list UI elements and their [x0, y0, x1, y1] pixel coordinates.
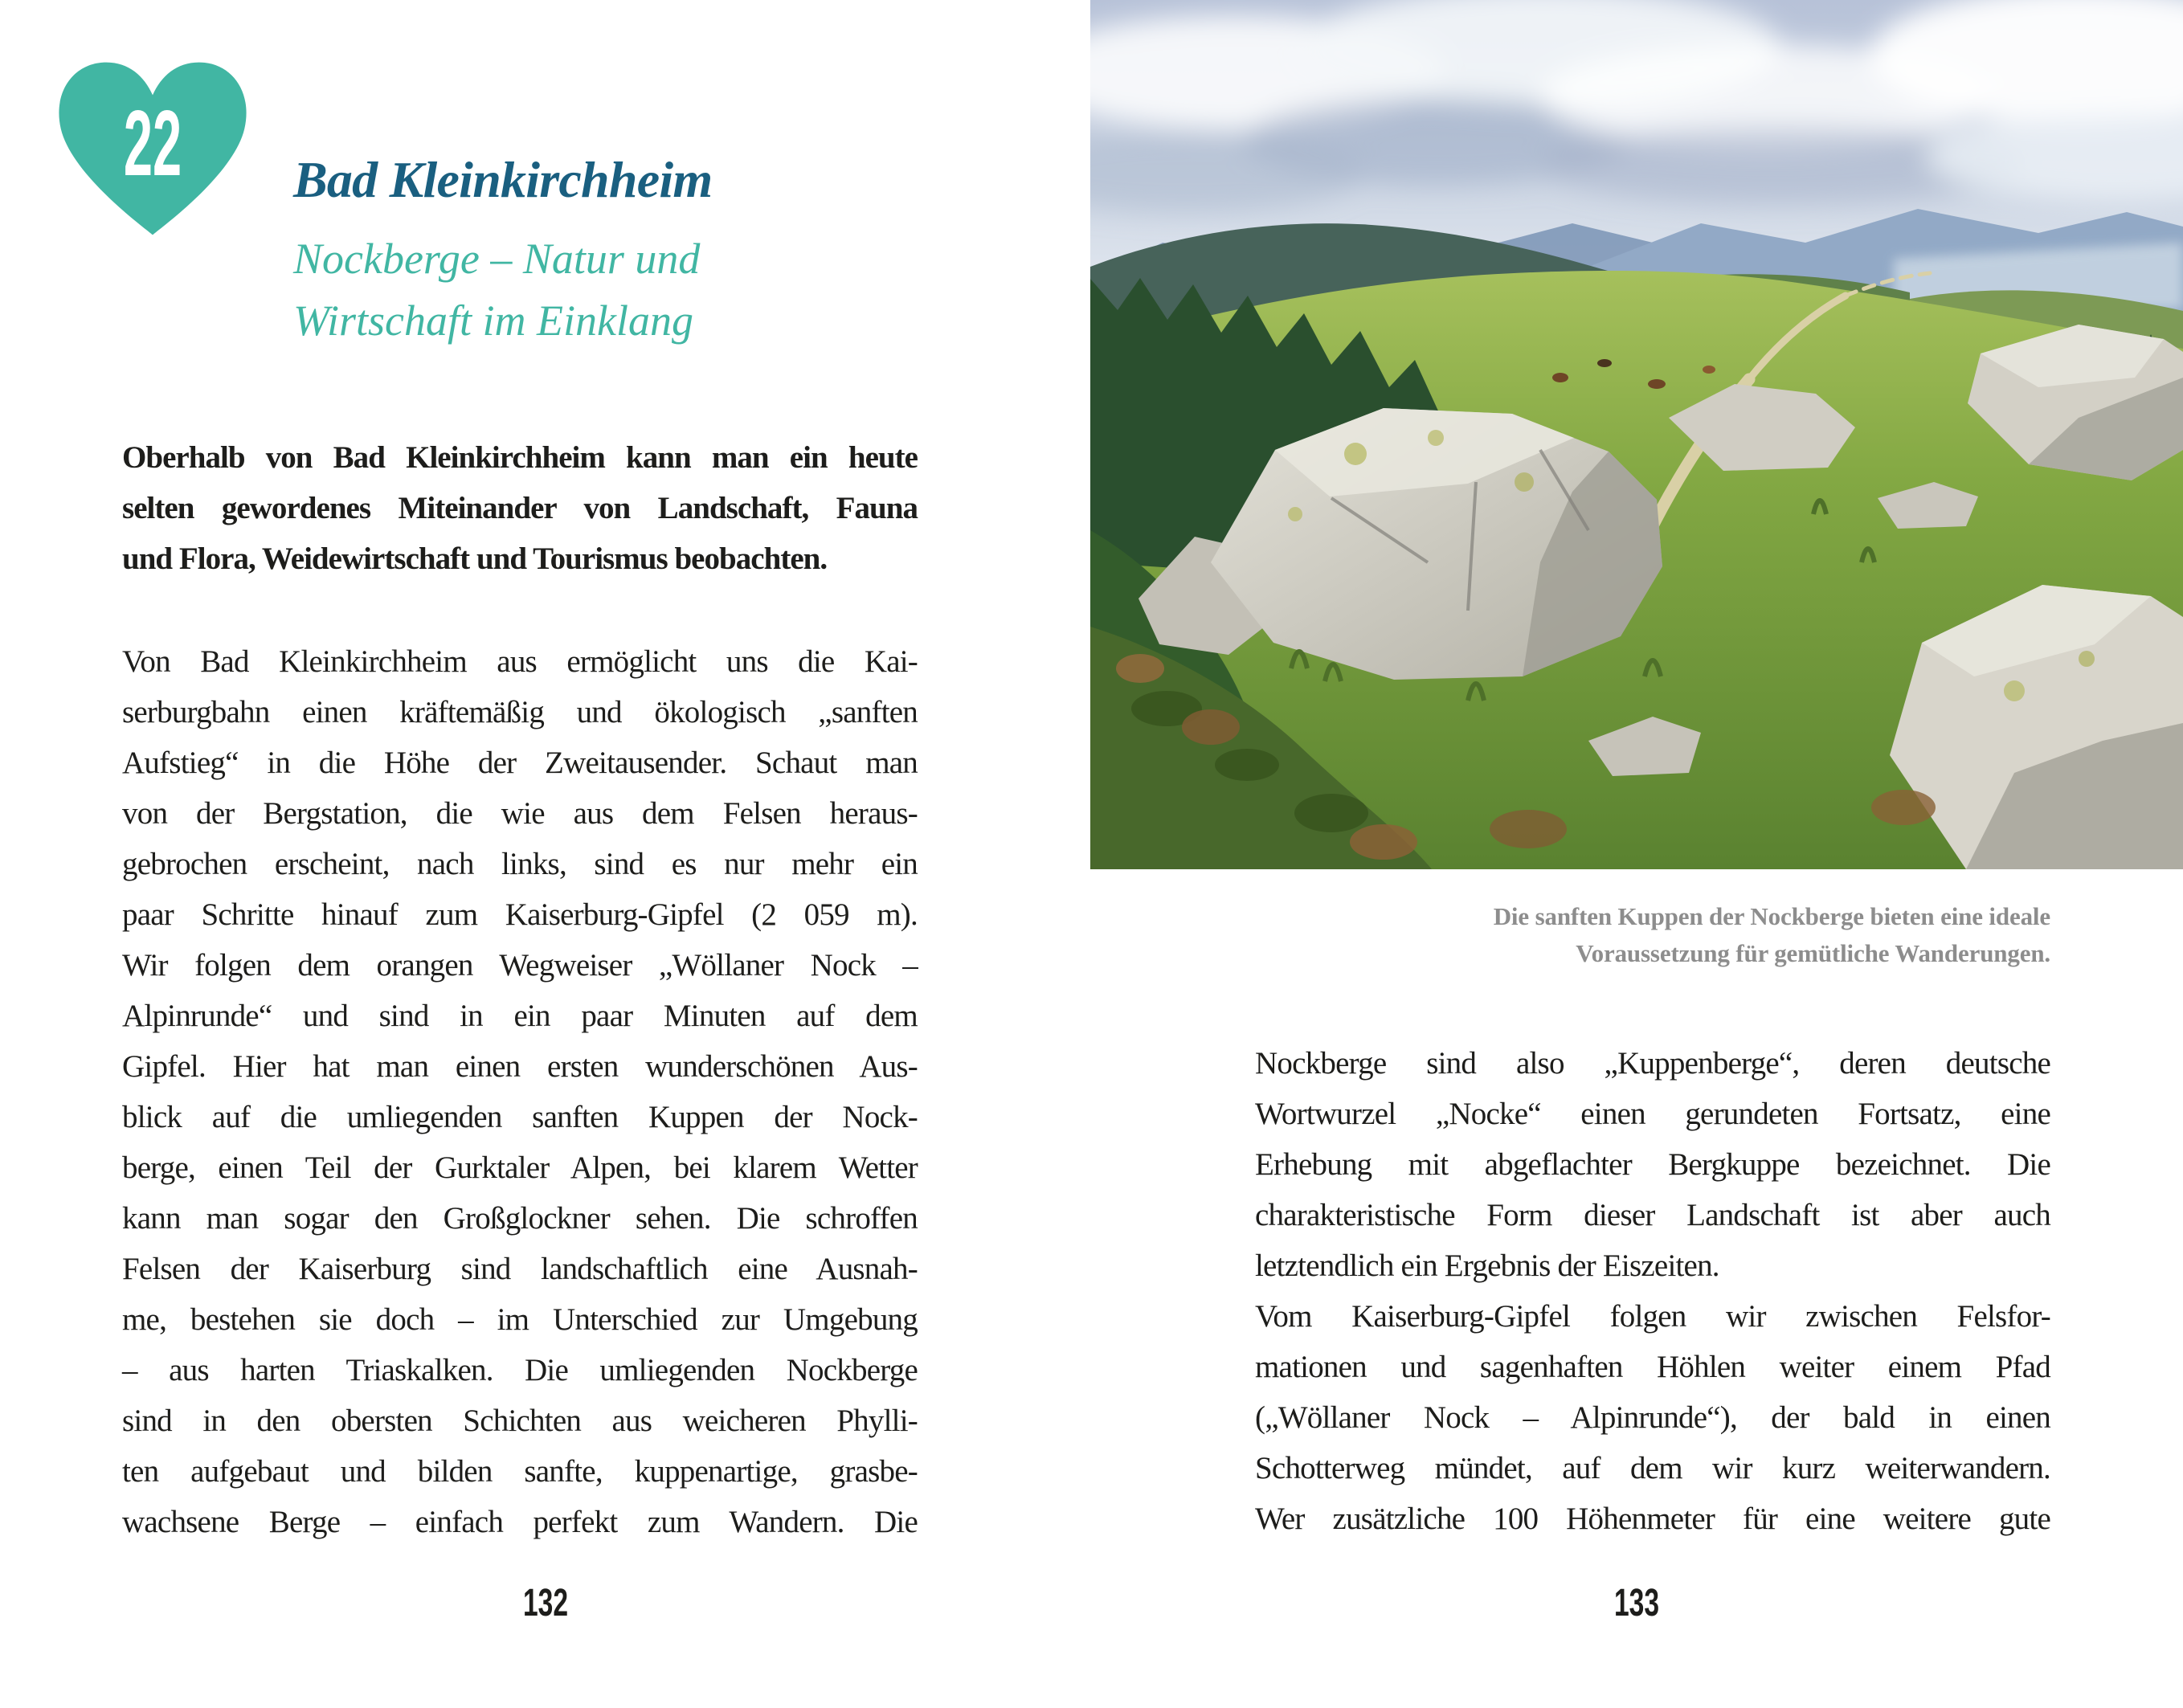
chapter-badge — [56, 51, 249, 241]
text-line: Gipfel. Hier hat man einen ersten wunderschönen Aus- — [122, 1049, 918, 1084]
landscape-illustration — [1090, 0, 2183, 869]
chapter-title: Bad Kleinkirchheim — [293, 151, 713, 208]
text-line: wachsene Berge – einfach perfekt zum Wandern. Die — [122, 1505, 918, 1539]
text-line: („Wöllaner Nock – Alpinrunde“), der bald in einen — [1255, 1400, 2050, 1435]
text-line: berge, einen Teil der Gurktaler Alpen, bei klarem Wetter — [122, 1150, 918, 1185]
text-line: Wir folgen dem orangen Wegweiser „Wöllaner Nock – — [122, 948, 918, 983]
text-line: selten gewordenes Miteinander von Landschaft, Fauna — [122, 491, 918, 525]
text-line: Wer zusätzliche 100 Höhenmeter für eine weitere gute — [1255, 1502, 2050, 1536]
text-line: Felsen der Kaiserburg sind landschaftlich eine Ausnah- — [122, 1252, 918, 1286]
text-line: ten aufgebaut und bilden sanfte, kuppenartige, grasbe- — [122, 1454, 918, 1489]
text-line: blick auf die umliegenden sanften Kuppen der Nock- — [122, 1100, 918, 1134]
text-line: Von Bad Kleinkirchheim aus ermöglicht uns die Kai- — [122, 644, 918, 679]
page-right — [1091, 0, 2183, 1708]
text-line: sind in den obersten Schichten aus weicheren Phylli- — [122, 1404, 918, 1438]
text-line: mationen und sagenhaften Höhlen weiter einem Pfad — [1255, 1350, 2050, 1384]
text-line: paar Schritte hinauf zum Kaiserburg-Gipfel (2 059 m). — [122, 897, 918, 932]
intro-paragraph — [122, 432, 918, 584]
body-paragraph-right-1 — [1255, 1038, 2050, 1291]
body-paragraph-left — [122, 636, 918, 1547]
text-line: – aus harten Triaskalken. Die umliegenden Nockberge — [122, 1353, 918, 1387]
text-line: Vom Kaiserburg-Gipfel folgen wir zwischen Felsfor- — [1255, 1299, 2050, 1334]
text-line: serburgbahn einen kräftemäßig und ökologisch „sanften — [122, 695, 918, 729]
chapter-number: 22 — [123, 91, 182, 195]
page-number-left: 132 — [522, 1582, 569, 1624]
text-line: Nockberge sind also „Kuppenberge“, deren deutsche — [1255, 1046, 2050, 1081]
photo-caption: Die sanften Kuppen der Nockberge bieten eine ideale Voraussetzung für gemütliche Wanderungen. — [1493, 902, 2050, 967]
chapter-subtitle: Nockberge – Natur und Wirtschaft im Einklang — [293, 235, 701, 345]
text-line: letztendlich ein Ergebnis der Eiszeiten. — [1255, 1248, 1719, 1283]
page-left — [0, 0, 1091, 1708]
text-line: Alpinrunde“ und sind in ein paar Minuten auf dem — [122, 999, 918, 1033]
page-number-right: 133 — [1613, 1582, 1660, 1624]
nockberge-photo — [1090, 0, 2183, 869]
text-line: me, bestehen sie doch – im Unterschied zur Umgebung — [122, 1302, 918, 1337]
text-line: und Flora, Weidewirtschaft und Tourismus beobachten. — [122, 541, 828, 576]
text-line: von der Bergstation, die wie aus dem Felsen heraus- — [122, 796, 918, 831]
text-line: Aufstieg“ in die Höhe der Zweitausender. Schaut man — [122, 746, 918, 780]
text-line: Schotterweg mündet, auf dem wir kurz weiterwandern. — [1255, 1451, 2050, 1485]
text-line: Oberhalb von Bad Kleinkirchheim kann man ein heute — [122, 440, 918, 475]
body-paragraph-right-2 — [1255, 1291, 2050, 1544]
text-line: kann man sogar den Großglockner sehen. Die schroffen — [122, 1201, 918, 1236]
text-line: Erhebung mit abgeflachter Bergkuppe bezeichnet. Die — [1255, 1147, 2050, 1182]
text-line: Wortwurzel „Nocke“ einen gerundeten Fortsatz, eine — [1255, 1097, 2050, 1131]
text-line: gebrochen erscheint, nach links, sind es nur mehr ein — [122, 847, 918, 881]
clouds — [1090, 0, 2183, 213]
text-line: charakteristische Form dieser Landschaft ist aber auch — [1255, 1198, 2050, 1232]
